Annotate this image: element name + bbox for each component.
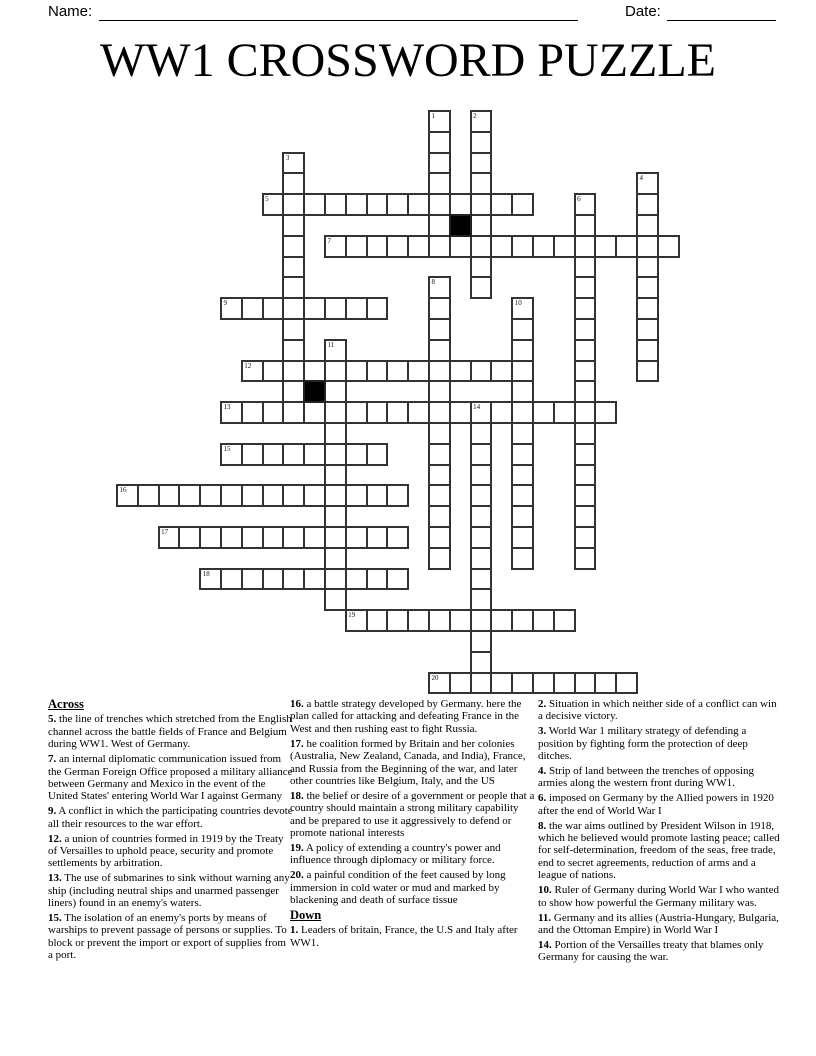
- grid-cell: [553, 235, 576, 258]
- clue-column: [538, 698, 783, 966]
- grid-cell: [449, 235, 472, 258]
- cell-number: 2: [473, 112, 477, 120]
- grid-cell: [615, 235, 638, 258]
- grid-cell: [386, 568, 409, 591]
- grid-cell: [574, 422, 597, 445]
- grid-cell: [449, 193, 472, 216]
- grid-cell: [428, 360, 451, 383]
- grid-cell: [324, 360, 347, 383]
- clue: 13. The use of submarines to sink without warning any ship (including neutral ships and unarmed passenger liners) found in an enemy's waters.: [48, 872, 290, 910]
- grid-cell: [407, 235, 430, 258]
- name-blank-line: [99, 2, 578, 21]
- grid-cell: [220, 297, 243, 320]
- grid-cell: [428, 152, 451, 175]
- grid-cell: [199, 484, 222, 507]
- grid-cell: [594, 401, 617, 424]
- grid-cell: [178, 526, 201, 549]
- clue-column: [290, 698, 535, 952]
- grid-cell: [511, 401, 534, 424]
- grid-cell: [366, 235, 389, 258]
- grid-cell: [262, 401, 285, 424]
- grid-cell: [282, 318, 305, 341]
- grid-cell: [428, 505, 451, 528]
- grid-cell: [324, 297, 347, 320]
- grid-cell: [324, 547, 347, 570]
- cell-number: 9: [223, 299, 227, 308]
- grid-cell: [282, 484, 305, 507]
- name-label: Name:: [48, 3, 93, 20]
- clue-number: 3.: [538, 725, 547, 738]
- grid-cell: [241, 484, 264, 507]
- grid-cell: [553, 672, 576, 695]
- grid-cell: [428, 464, 451, 487]
- clue-number: 17.: [290, 737, 304, 750]
- grid-cell: [366, 297, 389, 320]
- grid-cell: [345, 609, 368, 632]
- clue: 6. imposed on Germany by the Allied powers in 1920 after the end of World War I: [538, 792, 774, 817]
- grid-cell: [345, 443, 368, 466]
- grid-cell: [574, 360, 597, 383]
- black-cell: [449, 214, 472, 237]
- grid-cell: [470, 443, 493, 466]
- grid-cell: [615, 672, 638, 695]
- clue-number: 4.: [538, 765, 547, 778]
- grid-cell: [490, 672, 513, 695]
- grid-cell: [345, 401, 368, 424]
- grid-cell: [324, 505, 347, 528]
- grid-cell: [178, 484, 201, 507]
- grid-cell: [574, 380, 597, 403]
- grid-cell: [324, 526, 347, 549]
- grid-cell: [262, 443, 285, 466]
- clue-number: 14.: [538, 938, 552, 951]
- clue: 15. The isolation of an enemy's ports by means of warships to prevent passage of persons or supplies. To block or prevent the import or export of supplies from a port.: [48, 912, 287, 962]
- grid-cell: [345, 568, 368, 591]
- grid-cell: [262, 526, 285, 549]
- grid-cell: [199, 526, 222, 549]
- grid-cell: [490, 609, 513, 632]
- grid-cell: [470, 193, 493, 216]
- grid-cell: [574, 276, 597, 299]
- grid-cell: [366, 609, 389, 632]
- cell-number: 19: [348, 611, 356, 620]
- grid-cell: [428, 172, 451, 195]
- grid-cell: [428, 235, 451, 258]
- grid-cell: [282, 193, 305, 216]
- cell-number: 12: [244, 361, 252, 370]
- grid-cell: [574, 318, 597, 341]
- grid-cell: [345, 193, 368, 216]
- grid-cell: [220, 401, 243, 424]
- grid-cell: [470, 422, 493, 445]
- grid-cell: [490, 235, 513, 258]
- grid-cell: [574, 484, 597, 507]
- grid-cell: [470, 401, 493, 424]
- grid-cell: [282, 360, 305, 383]
- grid-cell: [366, 568, 389, 591]
- grid-cell: [241, 297, 264, 320]
- grid-cell: [470, 131, 493, 154]
- grid-cell: [574, 526, 597, 549]
- grid-cell: [532, 235, 555, 258]
- grid-cell: [511, 609, 534, 632]
- grid-cell: [324, 339, 347, 362]
- grid-cell: [428, 110, 451, 133]
- grid-cell: [574, 443, 597, 466]
- grid-cell: [282, 443, 305, 466]
- clue: 8. the war aims outlined by President Wilson in 1918, which he believed would promote lasting peace; called for self-determination, freedom of the seas, free trade, end to secret agreements, reduction of arms and a league of nations.: [538, 819, 780, 882]
- grid-cell: [636, 339, 659, 362]
- grid-cell: [386, 609, 409, 632]
- grid-cell: [282, 172, 305, 195]
- grid-cell: [303, 443, 326, 466]
- grid-cell: [282, 214, 305, 237]
- cell-number: 18: [202, 569, 210, 578]
- grid-cell: [199, 568, 222, 591]
- grid-cell: [574, 193, 597, 216]
- grid-cell: [407, 360, 430, 383]
- clue-number: 7.: [48, 753, 57, 766]
- grid-cell: [470, 651, 493, 674]
- grid-cell: [532, 672, 555, 695]
- clue: 12. a union of countries formed in 1919 by the Treaty of Versailles to uphold peace, security and promote settlements by arbitration.: [48, 832, 284, 870]
- grid-cell: [490, 360, 513, 383]
- grid-cell: [470, 464, 493, 487]
- grid-cell: [324, 193, 347, 216]
- grid-cell: [428, 547, 451, 570]
- grid-cell: [574, 339, 597, 362]
- clue: 4. Strip of land between the trenches of opposing armies along the western front during WW1.: [538, 765, 754, 790]
- grid-cell: [428, 526, 451, 549]
- clue-number: 13.: [48, 872, 62, 885]
- grid-cell: [386, 401, 409, 424]
- grid-cell: [636, 360, 659, 383]
- date-blank-line: [667, 2, 776, 21]
- grid-cell: [386, 526, 409, 549]
- grid-cell: [490, 193, 513, 216]
- grid-cell: [511, 505, 534, 528]
- grid-cell: [511, 297, 534, 320]
- grid-cell: [241, 360, 264, 383]
- clue: 5. the line of trenches which stretched from the English channel across the battle fields of France and Belgium during WW1. West of Germany.: [48, 713, 292, 751]
- cell-number: 6: [577, 195, 581, 204]
- cell-number: 1: [431, 112, 435, 120]
- grid-cell: [428, 672, 451, 695]
- grid-cell: [386, 235, 409, 258]
- grid-cell: [324, 422, 347, 445]
- grid-cell: [428, 297, 451, 320]
- grid-cell: [324, 380, 347, 403]
- grid-cell: [532, 401, 555, 424]
- grid-cell: [657, 235, 680, 258]
- grid-cell: [324, 235, 347, 258]
- grid-cell: [449, 609, 472, 632]
- grid-cell: [636, 297, 659, 320]
- grid-cell: [511, 464, 534, 487]
- grid-cell: [636, 214, 659, 237]
- grid-cell: [282, 256, 305, 279]
- clue-number: 12.: [48, 832, 62, 845]
- grid-cell: [262, 297, 285, 320]
- clue-number: 16.: [290, 698, 304, 710]
- grid-cell: [428, 318, 451, 341]
- grid-cell: [470, 152, 493, 175]
- grid-cell: [262, 484, 285, 507]
- grid-cell: [511, 484, 534, 507]
- grid-cell: [574, 547, 597, 570]
- grid-cell: [366, 526, 389, 549]
- clue-number: 9.: [48, 805, 57, 818]
- grid-cell: [366, 193, 389, 216]
- grid-cell: [366, 443, 389, 466]
- grid-cell: [574, 672, 597, 695]
- grid-cell: [386, 193, 409, 216]
- cell-number: 20: [431, 673, 439, 682]
- clue: 18. the belief or desire of a government or people that a country should maintain a strong military capability and be prepared to use it aggressively to defend or promote national interests: [290, 789, 535, 840]
- grid-cell: [345, 360, 368, 383]
- grid-cell: [324, 464, 347, 487]
- clue: 11. Germany and its allies (Austria-Hungary, Bulgaria, and the Ottoman Empire) in World War I: [538, 911, 779, 936]
- grid-cell: [428, 276, 451, 299]
- grid-cell: [470, 547, 493, 570]
- clue-number: 6.: [538, 792, 547, 805]
- clue-list-heading: Down: [290, 908, 322, 922]
- black-cell: [303, 380, 326, 403]
- grid-cell: [262, 193, 285, 216]
- grid-cell: [428, 339, 451, 362]
- clue-number: 2.: [538, 698, 547, 710]
- grid-cell: [594, 672, 617, 695]
- grid-cell: [345, 235, 368, 258]
- grid-cell: [574, 401, 597, 424]
- cell-number: 17: [161, 528, 169, 536]
- cell-number: 15: [223, 444, 231, 453]
- grid-cell: [303, 360, 326, 383]
- grid-cell: [428, 422, 451, 445]
- cell-number: 4: [639, 174, 643, 183]
- grid-cell: [366, 484, 389, 507]
- grid-cell: [470, 235, 493, 258]
- grid-cell: [470, 672, 493, 695]
- grid-cell: [137, 484, 160, 507]
- grid-cell: [324, 443, 347, 466]
- grid-cell: [574, 235, 597, 258]
- grid-cell: [324, 401, 347, 424]
- grid-cell: [282, 235, 305, 258]
- grid-cell: [282, 526, 305, 549]
- grid-cell: [636, 276, 659, 299]
- grid-cell: [324, 568, 347, 591]
- grid-cell: [428, 193, 451, 216]
- grid-cell: [386, 360, 409, 383]
- grid-cell: [470, 505, 493, 528]
- grid-cell: [366, 360, 389, 383]
- grid-cell: [470, 609, 493, 632]
- grid-cell: [636, 172, 659, 195]
- cell-number: 10: [514, 299, 522, 308]
- grid-cell: [594, 235, 617, 258]
- clue: 1. Leaders of britain, France, the U.S and Italy after WW1.: [290, 924, 518, 949]
- cell-number: 5: [265, 195, 269, 204]
- grid-cell: [470, 526, 493, 549]
- grid-cell: [303, 526, 326, 549]
- grid-cell: [470, 484, 493, 507]
- grid-cell: [470, 256, 493, 279]
- clue-number: 19.: [290, 841, 304, 854]
- grid-cell: [324, 484, 347, 507]
- grid-cell: [428, 484, 451, 507]
- grid-cell: [490, 401, 513, 424]
- grid-cell: [158, 484, 181, 507]
- grid-cell: [636, 235, 659, 258]
- clue-number: 10.: [538, 884, 552, 897]
- date-label: Date:: [625, 3, 661, 20]
- clue-number: 15.: [48, 912, 62, 924]
- cell-number: 11: [327, 340, 335, 349]
- grid-cell: [574, 256, 597, 279]
- grid-cell: [511, 339, 534, 362]
- grid-cell: [428, 380, 451, 403]
- cell-number: 16: [119, 486, 127, 495]
- grid-cell: [511, 422, 534, 445]
- clue-number: 5.: [48, 713, 57, 726]
- clue: 2. Situation in which neither side of a conflict can win a decisive victory.: [538, 698, 777, 723]
- grid-cell: [511, 193, 534, 216]
- clue: 3. World War 1 military strategy of defending a position by fighting form the protection of deep ditches.: [538, 725, 748, 763]
- grid-cell: [470, 276, 493, 299]
- cell-number: 13: [223, 403, 231, 412]
- clue: 17. he coalition formed by Britain and her colonies (Australia, New Zealand, Canada, and India), France, and Russia from the Beginning of the war, and later other countries like Belgium, Italy, and the US: [290, 737, 526, 787]
- grid-cell: [282, 380, 305, 403]
- grid-cell: [553, 401, 576, 424]
- grid-cell: [449, 672, 472, 695]
- grid-cell: [574, 505, 597, 528]
- grid-cell: [303, 484, 326, 507]
- grid-cell: [428, 214, 451, 237]
- cell-number: 7: [327, 236, 331, 245]
- grid-cell: [241, 568, 264, 591]
- grid-cell: [636, 256, 659, 279]
- cell-number: 3: [285, 153, 290, 162]
- grid-cell: [303, 401, 326, 424]
- grid-cell: [532, 609, 555, 632]
- page-title: WW1 CROSSWORD PUZZLE: [100, 34, 716, 87]
- cell-number: 8: [431, 278, 435, 287]
- grid-cell: [262, 360, 285, 383]
- grid-cell: [324, 588, 347, 611]
- grid-cell: [470, 360, 493, 383]
- clue: 20. a painful condition of the feet caused by long immersion in cold water or mud and marked by blackening and death of surface tissue: [290, 869, 506, 907]
- grid-cell: [116, 484, 139, 507]
- grid-cell: [282, 276, 305, 299]
- grid-cell: [241, 401, 264, 424]
- grid-cell: [220, 526, 243, 549]
- grid-cell: [636, 193, 659, 216]
- grid-cell: [345, 526, 368, 549]
- grid-cell: [386, 484, 409, 507]
- clue-number: 11.: [538, 911, 552, 924]
- clue: 7. an internal diplomatic communication issued from the German Foreign Office proposed a military alliance between Germany and Mexico in the event of the United States' entering World War I against Germany: [48, 753, 293, 803]
- clue-number: 20.: [290, 869, 304, 882]
- grid-cell: [470, 568, 493, 591]
- grid-cell: [574, 214, 597, 237]
- grid-cell: [470, 172, 493, 195]
- clue: 16. a battle strategy developed by Germany. here the plan called for attacking and defeating France in the West and then rushing east to fight Russia.: [290, 698, 522, 735]
- grid-cell: [511, 443, 534, 466]
- grid-cell: [428, 609, 451, 632]
- clue: 19. A policy of extending a country's power and influence through diplomacy or military force.: [290, 841, 501, 867]
- grid-cell: [407, 193, 430, 216]
- grid-cell: [220, 443, 243, 466]
- clue: 14. Portion of the Versailles treaty that blames only Germany for causing the war.: [538, 938, 764, 964]
- grid-cell: [553, 609, 576, 632]
- clue: 10. Ruler of Germany during World War I who wanted to show how powerful the Germany military was.: [538, 884, 779, 909]
- grid-cell: [511, 547, 534, 570]
- clue-list-heading: Across: [48, 697, 84, 711]
- grid-cell: [511, 672, 534, 695]
- grid-cell: [428, 131, 451, 154]
- grid-cell: [282, 339, 305, 362]
- grid-cell: [428, 443, 451, 466]
- grid-cell: [303, 568, 326, 591]
- grid-cell: [282, 401, 305, 424]
- grid-cell: [428, 401, 451, 424]
- grid-cell: [282, 568, 305, 591]
- grid-cell: [636, 318, 659, 341]
- grid-cell: [366, 401, 389, 424]
- clue-number: 1.: [290, 924, 299, 937]
- grid-cell: [241, 526, 264, 549]
- grid-cell: [511, 360, 534, 383]
- grid-cell: [470, 588, 493, 611]
- grid-cell: [220, 484, 243, 507]
- grid-cell: [282, 152, 305, 175]
- grid-cell: [303, 297, 326, 320]
- grid-cell: [220, 568, 243, 591]
- grid-cell: [470, 630, 493, 653]
- grid-cell: [282, 297, 305, 320]
- grid-cell: [449, 360, 472, 383]
- grid-cell: [511, 380, 534, 403]
- grid-cell: [407, 609, 430, 632]
- grid-cell: [158, 526, 181, 549]
- grid-cell: [511, 318, 534, 341]
- grid-cell: [574, 464, 597, 487]
- clue-column: [48, 698, 293, 964]
- grid-cell: [470, 214, 493, 237]
- grid-cell: [511, 235, 534, 258]
- cell-number: 14: [473, 403, 481, 412]
- grid-cell: [262, 568, 285, 591]
- grid-cell: [407, 401, 430, 424]
- grid-cell: [303, 193, 326, 216]
- grid-cell: [345, 297, 368, 320]
- clue-number: 8.: [538, 819, 547, 832]
- grid-cell: [449, 401, 472, 424]
- grid-cell: [470, 110, 493, 133]
- grid-cell: [511, 526, 534, 549]
- grid-cell: [345, 484, 368, 507]
- grid-cell: [574, 297, 597, 320]
- grid-cell: [241, 443, 264, 466]
- clue-number: 18.: [290, 789, 304, 802]
- clue: 9. A conflict in which the participating countries devote all their resources to the war effort.: [48, 805, 293, 830]
